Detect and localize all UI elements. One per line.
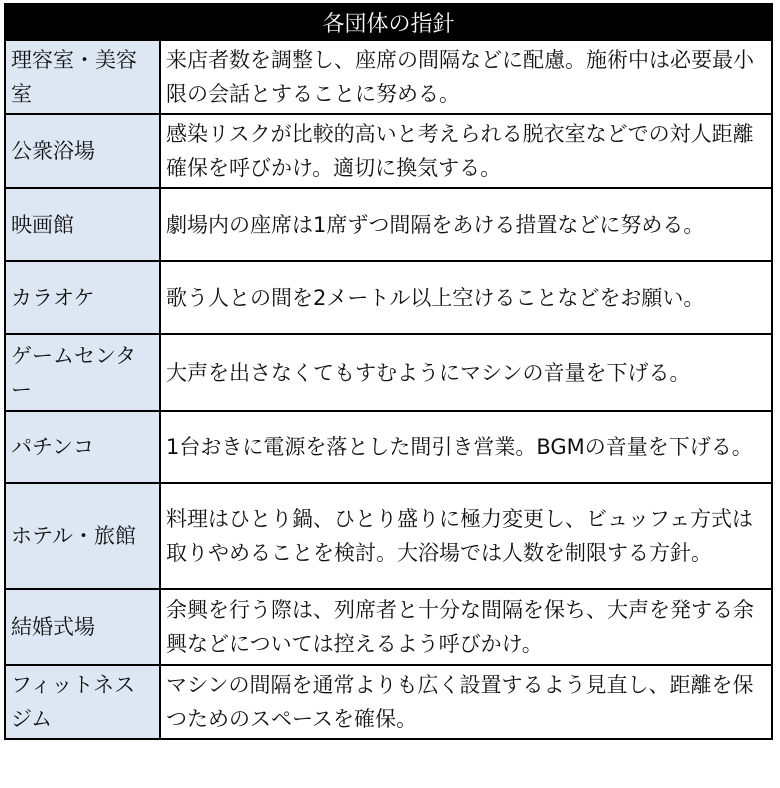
row-category: フィットネスジム: [5, 665, 160, 739]
guidelines-table-container: [4, 3, 773, 740]
table-title: 各団体の指針: [5, 4, 772, 40]
table-row: [5, 40, 772, 114]
table-row: [5, 334, 772, 411]
row-description: 料理はひとり鍋、ひとり盛りに極力変更し、ビュッフェ方式は取りやめることを検討。大浴場では人数を制限する方針。: [160, 483, 772, 589]
row-description: 感染リスクが比較的高いと考えられる脱衣室などでの対人距離確保を呼びかけ。適切に換気する。: [160, 114, 772, 188]
row-category: パチンコ: [5, 411, 160, 483]
row-description: 歌う人との間を2メートル以上空けることなどをお願い。: [160, 261, 772, 334]
table-row: [5, 114, 772, 188]
row-description: 劇場内の座席は1席ずつ間隔をあける措置などに努める。: [160, 188, 772, 261]
row-description: 1台おきに電源を落とした間引き営業。BGMの音量を下げる。: [160, 411, 772, 483]
table-row: [5, 261, 772, 334]
guidelines-table: [4, 3, 773, 740]
row-category: 結婚式場: [5, 589, 160, 665]
row-category: 理容室・美容室: [5, 40, 160, 114]
row-category: ゲームセンター: [5, 334, 160, 411]
row-category: ホテル・旅館: [5, 483, 160, 589]
row-category: 映画館: [5, 188, 160, 261]
row-description: マシンの間隔を通常よりも広く設置するよう見直し、距離を保つためのスペースを確保。: [160, 665, 772, 739]
table-row: [5, 483, 772, 589]
table-row: [5, 411, 772, 483]
table-row: [5, 188, 772, 261]
table-row: [5, 665, 772, 739]
row-category: 公衆浴場: [5, 114, 160, 188]
row-description: 大声を出さなくてもすむようにマシンの音量を下げる。: [160, 334, 772, 411]
row-description: 来店者数を調整し、座席の間隔などに配慮。施術中は必要最小限の会話とすることに努める。: [160, 40, 772, 114]
table-row: [5, 589, 772, 665]
row-category: カラオケ: [5, 261, 160, 334]
title-row: [5, 4, 772, 40]
row-description: 余興を行う際は、列席者と十分な間隔を保ち、大声を発する余興などについては控えるよう呼びかけ。: [160, 589, 772, 665]
